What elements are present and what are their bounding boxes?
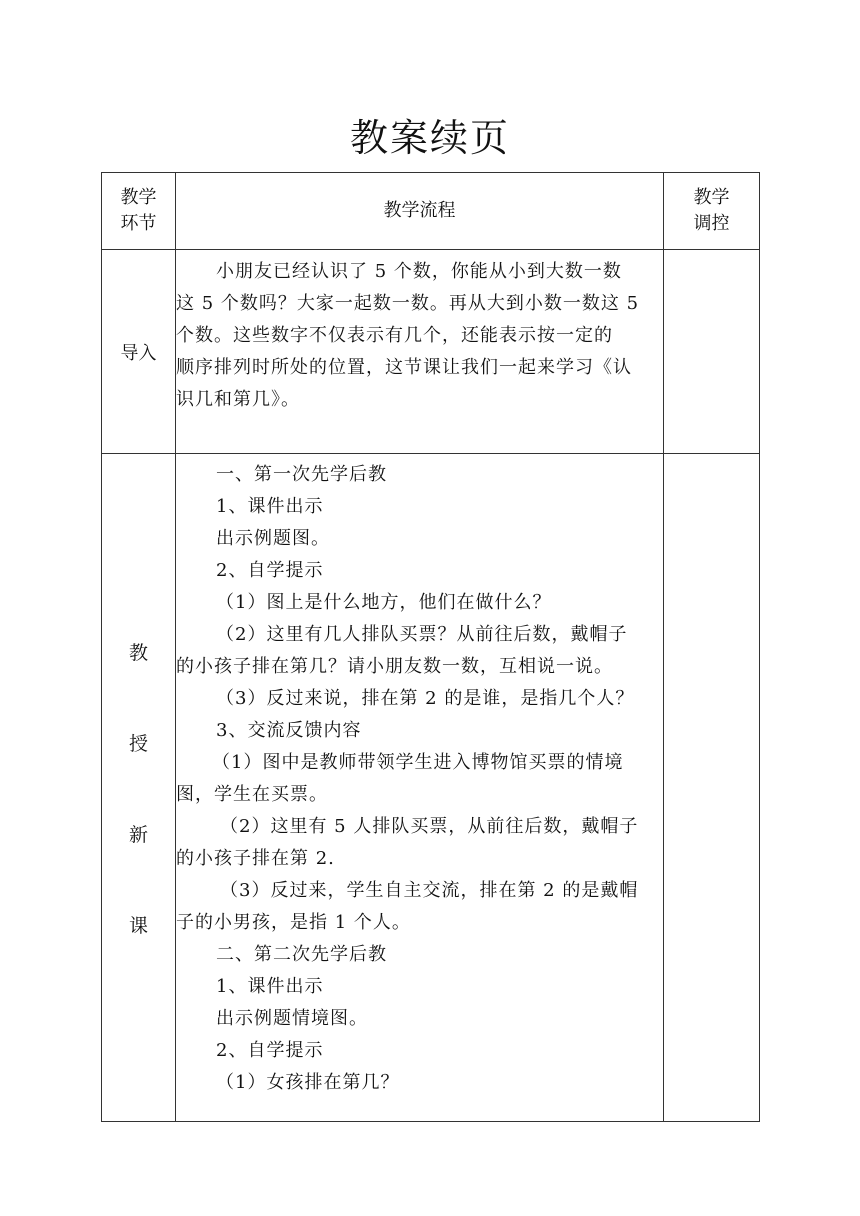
page-title: 教案续页 <box>349 116 510 160</box>
lesson-line: （1）女孩排在第几？ <box>216 1072 400 1093</box>
intro-row <box>102 250 760 454</box>
lesson-line: （1）图中是教师带领学生进入博物馆买票的情境 <box>212 752 624 773</box>
lesson-line: （1）图上是什么地方，他们在做什么？ <box>216 592 552 613</box>
intro-line: 小朋友已经认识了 5 个数，你能从小到大数一数 <box>216 261 622 282</box>
intro-stage: 导入 <box>102 250 176 454</box>
lesson-line: （3）反过来，学生自主交流，排在第 2 的是戴帽 <box>220 880 639 901</box>
lesson-line: 2、自学提示 <box>216 560 324 581</box>
header-stage-line2: 环节 <box>120 213 157 234</box>
new-lesson-control <box>664 454 760 1122</box>
header-control-line2: 调控 <box>693 213 730 234</box>
lesson-line: 子的小男孩，是指 1 个人。 <box>176 912 411 933</box>
lesson-line: 1、课件出示 <box>216 976 324 997</box>
lesson-line: （2）这里有 5 人排队买票，从前往后数，戴帽子 <box>220 816 639 837</box>
new-lesson-content <box>176 454 664 1122</box>
header-stage-line1: 教学 <box>120 187 157 208</box>
new-lesson-row <box>102 454 760 1122</box>
intro-line: 个数。这些数字不仅表示有几个，还能表示按一定的 <box>176 325 613 346</box>
stage-char: 课 <box>128 914 148 937</box>
new-lesson-stage <box>102 454 176 1122</box>
lesson-line: 1、课件出示 <box>216 496 324 517</box>
table-header-row <box>102 173 760 250</box>
stage-char: 教 <box>128 641 148 664</box>
header-stage <box>102 173 176 250</box>
lesson-line: 二、第二次先学后教 <box>216 944 387 965</box>
lesson-line: 图，学生在买票。 <box>176 784 328 805</box>
stage-char: 新 <box>128 823 148 846</box>
header-control-line1: 教学 <box>693 187 730 208</box>
lesson-line: （2）这里有几人排队买票？从前往后数，戴帽子 <box>216 624 628 645</box>
lesson-line: 的小孩子排在第几？请小朋友数一数，互相说一说。 <box>176 656 613 677</box>
intro-line: 识几和第几》。 <box>176 389 300 410</box>
lesson-line: 一、第一次先学后教 <box>216 464 387 485</box>
intro-line: 顺序排列时所处的位置，这节课让我们一起来学习《认 <box>176 357 632 378</box>
lesson-line: 的小孩子排在第 2. <box>176 848 335 869</box>
intro-control <box>664 250 760 454</box>
intro-line: 这 5 个数吗？大家一起数一数。再从大到小数一数这 5 <box>176 293 640 314</box>
lesson-line: 出示例题情境图。 <box>216 1008 368 1029</box>
lesson-line: 3、交流反馈内容 <box>216 720 362 741</box>
header-process: 教学流程 <box>176 173 664 250</box>
lesson-line: （3）反过来说，排在第 2 的是谁，是指几个人？ <box>216 688 635 709</box>
header-control <box>664 173 760 250</box>
stage-char: 授 <box>128 732 148 755</box>
lesson-line: 2、自学提示 <box>216 1040 324 1061</box>
intro-content <box>176 250 664 454</box>
lesson-line: 出示例题图。 <box>216 528 330 549</box>
lesson-plan-table <box>101 172 760 1122</box>
